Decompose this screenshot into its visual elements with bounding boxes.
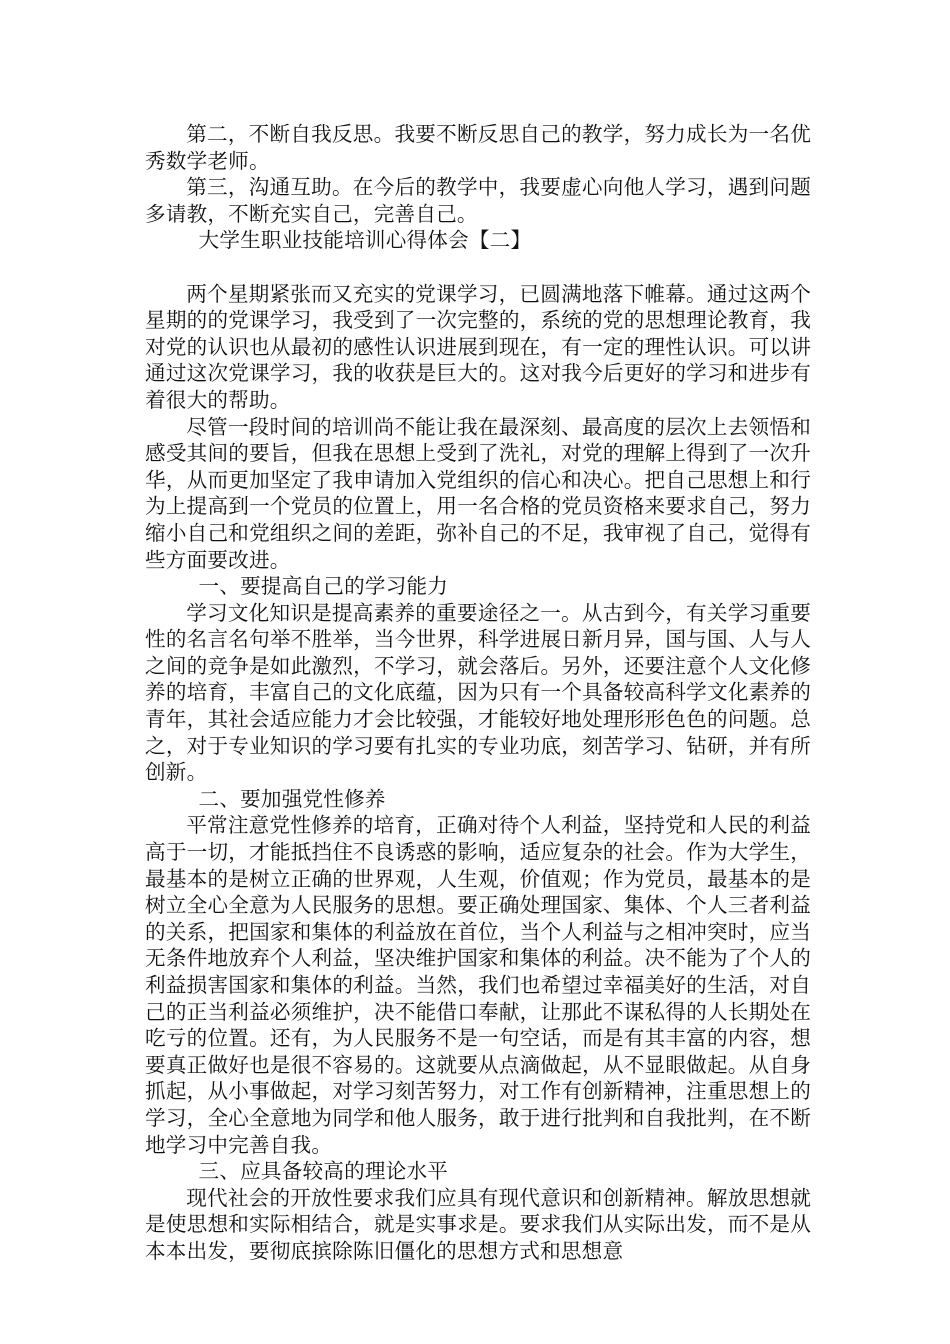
- section-title: 大学生职业技能培训心得体会【二】: [198, 228, 532, 253]
- paragraph-second-point: 第二，不断自我反思。我要不断反思自己的教学，努力成长为一名优秀数学老师。: [145, 122, 811, 173]
- paragraph-learning: 学习文化知识是提高素养的重要途径之一。从古到今，有关学习重要性的名言名句举不胜举，当今世界，科学进展日新月异，国与国、人与人之间的竞争是如此激烈，不学习，就会落后。另外，还要注意个人文化修养的培育，丰富自己的文化底蕴，因为只有一个具备较高科学文化素养的青年，其社会适应能力才会比较强，才能较好地处理形形色色的问题。总之，对于专业知识的学习要有扎实的专业功底，刻苦学习、钻研，并有所创新。: [145, 600, 811, 785]
- subheading-party-spirit: 二、要加强党性修养: [198, 786, 386, 811]
- document-page: [145, 121, 811, 1265]
- blank-line: [145, 254, 811, 281]
- paragraph-reflection: 尽管一段时间的培训尚不能让我在最深刻、最高度的层次上去领悟和感受其间的要旨，但我在思想上受到了洗礼，对党的理解上得到了一次升华，从而更加坚定了我申请加入党组织的信心和决心。把自己思想上和行为上提高到一个党员的位置上，用一名合格的党员资格来要求自己，努力缩小自己和党组织之间的差距，弥补自己的不足，我审视了自己，觉得有些方面要改进。: [145, 414, 811, 572]
- paragraph-intro: 两个星期紧张而又充实的党课学习，已圆满地落下帷幕。通过这两个星期的的党课学习，我受到了一次完整的，系统的党的思想理论教育，我对党的认识也从最初的感性认识进展到现在，有一定的理性认识。可以讲通过这次党课学习，我的收获是巨大的。这对我今后更好的学习和进步有着很大的帮助。: [145, 281, 811, 412]
- subheading-learning: 一、要提高自己的学习能力: [198, 574, 449, 599]
- paragraph-third-point: 第三，沟通互助。在今后的教学中，我要虚心向他人学习，遇到问题多请教，不断充实自己，完善自己。: [145, 175, 811, 226]
- subheading-theory: 三、应具备较高的理论水平: [198, 1159, 449, 1184]
- paragraph-theory: 现代社会的开放性要求我们应具有现代意识和创新精神。解放思想就是使思想和实际相结合，就是实事求是。要求我们从实际出发，而不是从本本出发，要彻底摈除陈旧僵化的思想方式和思想意: [145, 1185, 811, 1263]
- paragraph-party-spirit: 平常注意党性修养的培育，正确对待个人利益，坚持党和人民的利益高于一切，才能抵挡住不良诱惑的影响，适应复杂的社会。作为大学生，最基本的是树立正确的世界观，人生观，价值观；作为党员，最基本的是树立全心全意为人民服务的思想。要正确处理国家、集体、个人三者利益的关系，把国家和集体的利益放在首位，当个人利益与之相冲突时，应当无条件地放弃个人利益，坚决维护国家和集体的利益。决不能为了个人的利益损害国家和集体的利益。当然，我们也希望过幸福美好的生活，对自己的正当利益必须维护，决不能借口奉献，让那此不谋私得的人长期处在吃亏的位置。还有，为人民服务不是一句空话，而是有其丰富的内容，想要真正做好也是很不容易的。这就要从点滴做起，从不显眼做起。从自身抓起，从小事做起，对学习刻苦努力，对工作有创新精神，注重思想上的学习，全心全意地为同学和他人服务，敢于进行批判和自我批判，在不断地学习中完善自我。: [145, 813, 811, 1157]
